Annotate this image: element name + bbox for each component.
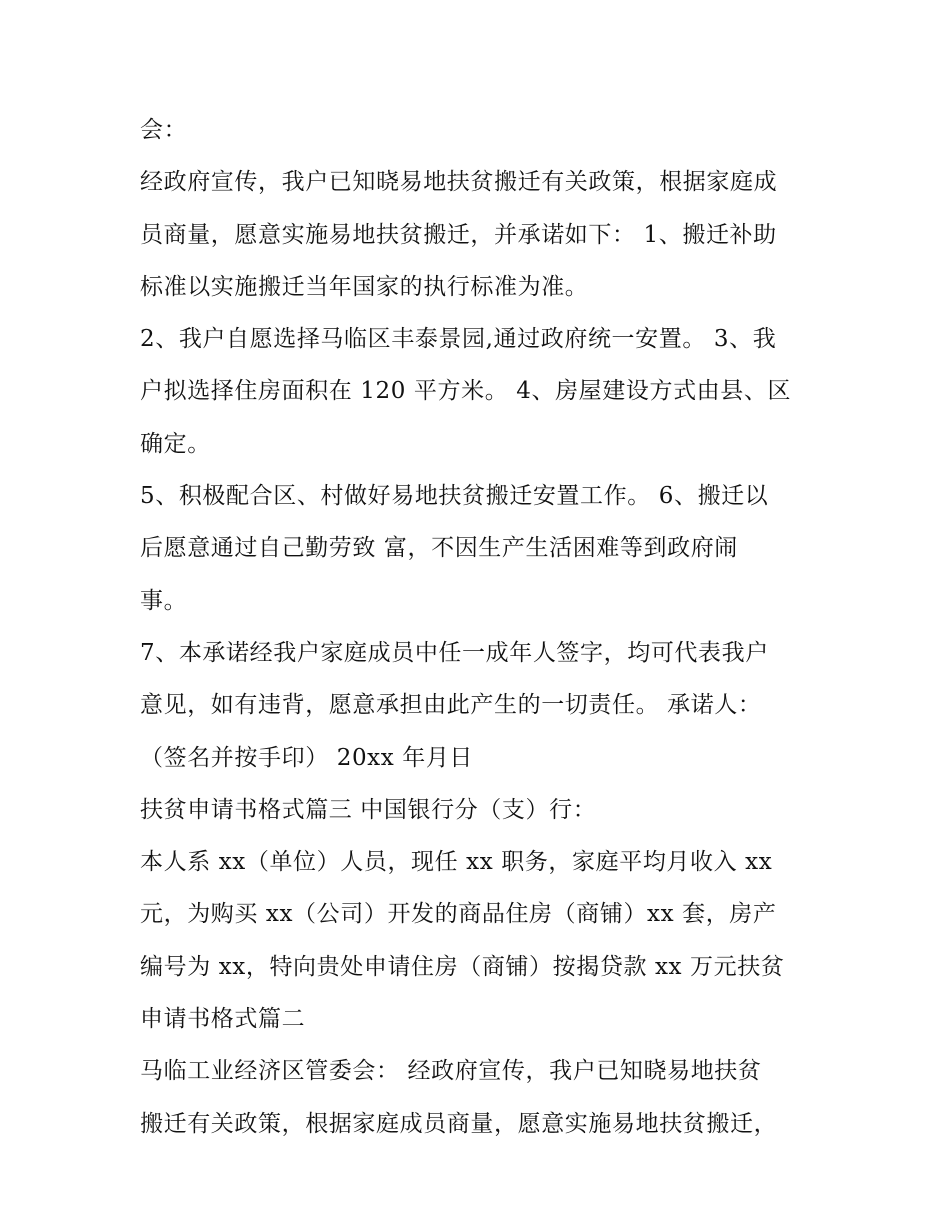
text-line: 马临工业经济区管委会： 经政府宣传，我户已知晓易地扶贫 bbox=[140, 1058, 762, 1085]
text-line: 户拟选择住房面积在 120 平方米。 4、房屋建设方式由县、区 bbox=[140, 378, 792, 405]
text-line: 5、积极配合区、村做好易地扶贫搬迁安置工作。 6、搬迁以 bbox=[140, 483, 769, 510]
section-heading-line: 扶贫申请书格式篇三 中国银行分（支）行： bbox=[140, 796, 597, 823]
text-line: 7、本承诺经我户家庭成员中任一成年人签字，均可代表我户 bbox=[140, 639, 769, 666]
document-body bbox=[140, 104, 830, 1150]
text-line: 员商量，愿意实施易地扶贫搬迁，并承诺如下： 1、搬迁补助 bbox=[140, 221, 777, 248]
text-line: 后愿意通过自己勤劳致 富，不因生产生活困难等到政府闹 bbox=[140, 535, 738, 562]
text-line: 标准以实施搬迁当年国家的执行标准为准。 bbox=[140, 273, 589, 300]
text-line: 事。 bbox=[140, 587, 188, 614]
text-line: （签名并按手印） 20xx 年月日 bbox=[140, 744, 474, 771]
text-line: 会： bbox=[140, 117, 188, 143]
text-line: 搬迁有关政策，根据家庭成员商量，愿意实施易地扶贫搬迁， bbox=[140, 1110, 778, 1137]
text-line: 2、我户自愿选择马临区丰泰景园,通过政府统一安置。 3、我 bbox=[140, 326, 777, 353]
text-line: 经政府宣传，我户已知晓易地扶贫搬迁有关政策，根据家庭成 bbox=[140, 169, 778, 196]
section-heading-line: 申请书格式篇二 bbox=[140, 1006, 306, 1033]
text-line: 编号为 xx，特向贵处申请住房（商铺）按揭贷款 xx 万元扶贫 bbox=[140, 953, 785, 980]
text-line: 意见，如有违背，愿意承担由此产生的一切责任。 承诺人： bbox=[140, 692, 762, 719]
text-line: 确定。 bbox=[140, 430, 211, 457]
text-line: 本人系 xx（单位）人员，现任 xx 职务，家庭平均月收入 xx bbox=[140, 849, 773, 876]
text-line: 元，为购买 xx（公司）开发的商品住房（商铺）xx 套，房产 bbox=[140, 901, 777, 928]
